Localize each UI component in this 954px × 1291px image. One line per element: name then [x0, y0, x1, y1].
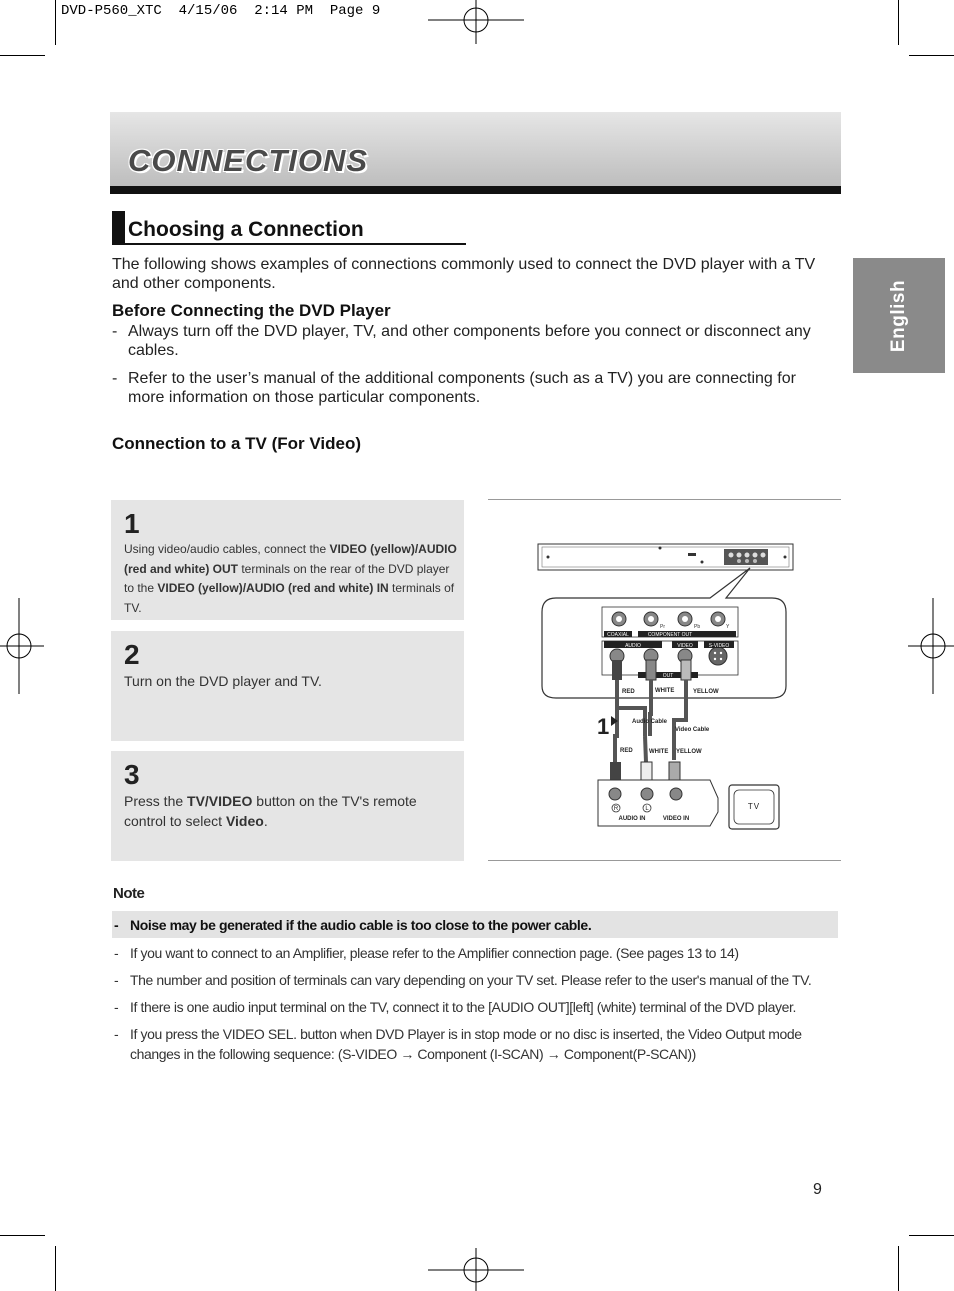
white-label-bottom: WHITE — [649, 749, 669, 755]
note-text: Noise may be generated if the audio cable is too close to the power cable. — [130, 917, 592, 933]
dvd-player-icon — [538, 544, 793, 570]
tv-input-panel — [598, 780, 718, 826]
crop-mark — [909, 55, 954, 56]
coaxial-label: COAXIAL — [607, 632, 629, 638]
connection-diagram — [488, 500, 841, 860]
crop-mark — [0, 1235, 45, 1236]
yellow-label-bottom: YELLOW — [676, 749, 702, 755]
white-label-top: WHITE — [655, 688, 675, 694]
page-title: CONNECTIONS — [128, 143, 369, 178]
note-item: - Noise may be generated if the audio cable is too close to the power cable. — [114, 915, 840, 935]
pb-label: Pb — [694, 624, 701, 630]
component-out-label: COMPONENT OUT — [647, 632, 693, 638]
audio-label: AUDIO — [625, 643, 641, 649]
video-cable-label: Video Cable — [675, 727, 710, 733]
registration-mark-icon — [908, 598, 954, 694]
section-underline — [112, 243, 466, 245]
crop-mark — [898, 1246, 899, 1291]
step-text: Using video/audio cables, connect the VIDEO (yellow)/AUDIO (red and white) OUT terminals on the rear of the DVD player to the VIDEO (yellow)/AUDIO (red and white) IN terminals of TV. — [124, 542, 457, 615]
tv-icon — [729, 785, 779, 829]
out-label: OUT — [662, 673, 674, 679]
step-number: 2 — [124, 639, 140, 670]
note-item: - If you press the VIDEO SEL. button when DVD Player is in stop mode or no disc is inserted, the Video Output mode changes in the following sequence: (S-VIDEO → Component (I-SCAN) → Component(P-SCAN)) — [114, 1024, 840, 1064]
tv-label: TV — [747, 802, 761, 811]
step-3-box — [111, 751, 464, 861]
step-number: 3 — [124, 759, 140, 790]
bullet-text: Always turn off the DVD player, TV, and other components before you connect or disconnect any cables. — [128, 323, 811, 359]
step-text: Turn on the DVD player and TV. — [124, 673, 322, 689]
print-slug: DVD-P560_XTC 4/15/06 2:14 PM Page 9 — [61, 3, 381, 19]
step-1-box — [111, 500, 464, 620]
svideo-label: S-VIDEO — [708, 643, 730, 649]
y-label: Y — [726, 624, 730, 630]
step-2-box — [111, 631, 464, 741]
section-title: Choosing a Connection — [128, 218, 364, 241]
audio-in-label: AUDIO IN — [618, 816, 646, 822]
step-marker: 1 — [597, 714, 610, 739]
registration-mark-icon — [428, 0, 524, 44]
note-item: - The number and position of terminals can vary depending on your TV set. Please refer to the user's manual of the TV. — [114, 970, 840, 990]
crop-mark — [898, 0, 899, 45]
note-item: - If you want to connect to an Amplifier, please refer to the Amplifier connection page. (See pages 13 to 14) — [114, 943, 840, 963]
red-label-top: RED — [622, 689, 635, 695]
pr-label: Pr — [660, 624, 665, 630]
section-marker — [112, 211, 125, 244]
crop-mark — [909, 1235, 954, 1236]
diagram-bottom-rule — [488, 860, 841, 861]
video-in-label: VIDEO IN — [662, 816, 690, 822]
red-label-bottom: RED — [620, 748, 633, 754]
before-heading: Before Connecting the DVD Player — [112, 301, 391, 320]
r-label: R — [613, 806, 619, 812]
registration-mark-icon — [428, 1248, 524, 1291]
crop-mark — [55, 1246, 56, 1291]
intro-paragraph: The following shows examples of connections commonly used to connect the DVD player with a TV and other components. — [112, 256, 816, 292]
component-panel — [602, 607, 738, 638]
note-text: The number and position of terminals can vary depending on your TV set. Please refer to the user's manual of the TV. — [130, 972, 812, 988]
video-label: VIDEO — [677, 643, 693, 649]
crop-mark — [0, 55, 45, 56]
page-number: 9 — [813, 1181, 822, 1198]
step-text: Press the TV/VIDEO button on the TV's remote control to select Video. — [124, 793, 417, 829]
note-text: If you press the VIDEO SEL. button when DVD Player is in stop mode or no disc is inserted, the Video Output mode changes in the following sequence: (S-VIDEO → Component (I-SCAN) → Component(P-SCAN)) — [130, 1026, 802, 1062]
audio-cable-label: Audio Cable — [632, 719, 668, 725]
language-tab — [853, 258, 945, 373]
connection-heading: Connection to a TV (For Video) — [112, 434, 362, 453]
note-text: If there is one audio input terminal on the TV, connect it to the [AUDIO OUT][left] (white) terminal of the DVD player. — [130, 999, 796, 1015]
l-label: L — [645, 806, 649, 812]
crop-mark — [55, 0, 56, 45]
note-item: - If there is one audio input terminal on the TV, connect it to the [AUDIO OUT][left] (white) terminal of the DVD player. — [114, 997, 840, 1017]
registration-mark-icon — [0, 598, 44, 694]
note-title: Note — [113, 885, 145, 902]
note-text: If you want to connect to an Amplifier, please refer to the Amplifier connection page. (See pages 13 to 14) — [130, 945, 739, 961]
before-bullet: - Refer to the user’s manual of the additional components (such as a TV) you are connecting for more information on those particular components. — [112, 369, 832, 407]
audio-video-panel — [602, 641, 738, 679]
before-bullet: - Always turn off the DVD player, TV, and other components before you connect or disconnect any cables. — [112, 322, 832, 360]
step-number: 1 — [124, 508, 140, 539]
language-tab-label: English — [888, 279, 909, 352]
yellow-label-top: YELLOW — [693, 689, 719, 695]
title-banner-rule — [110, 186, 841, 194]
bullet-text: Refer to the user’s manual of the additional components (such as a TV) you are connecting for more information on those particular components. — [128, 370, 796, 406]
